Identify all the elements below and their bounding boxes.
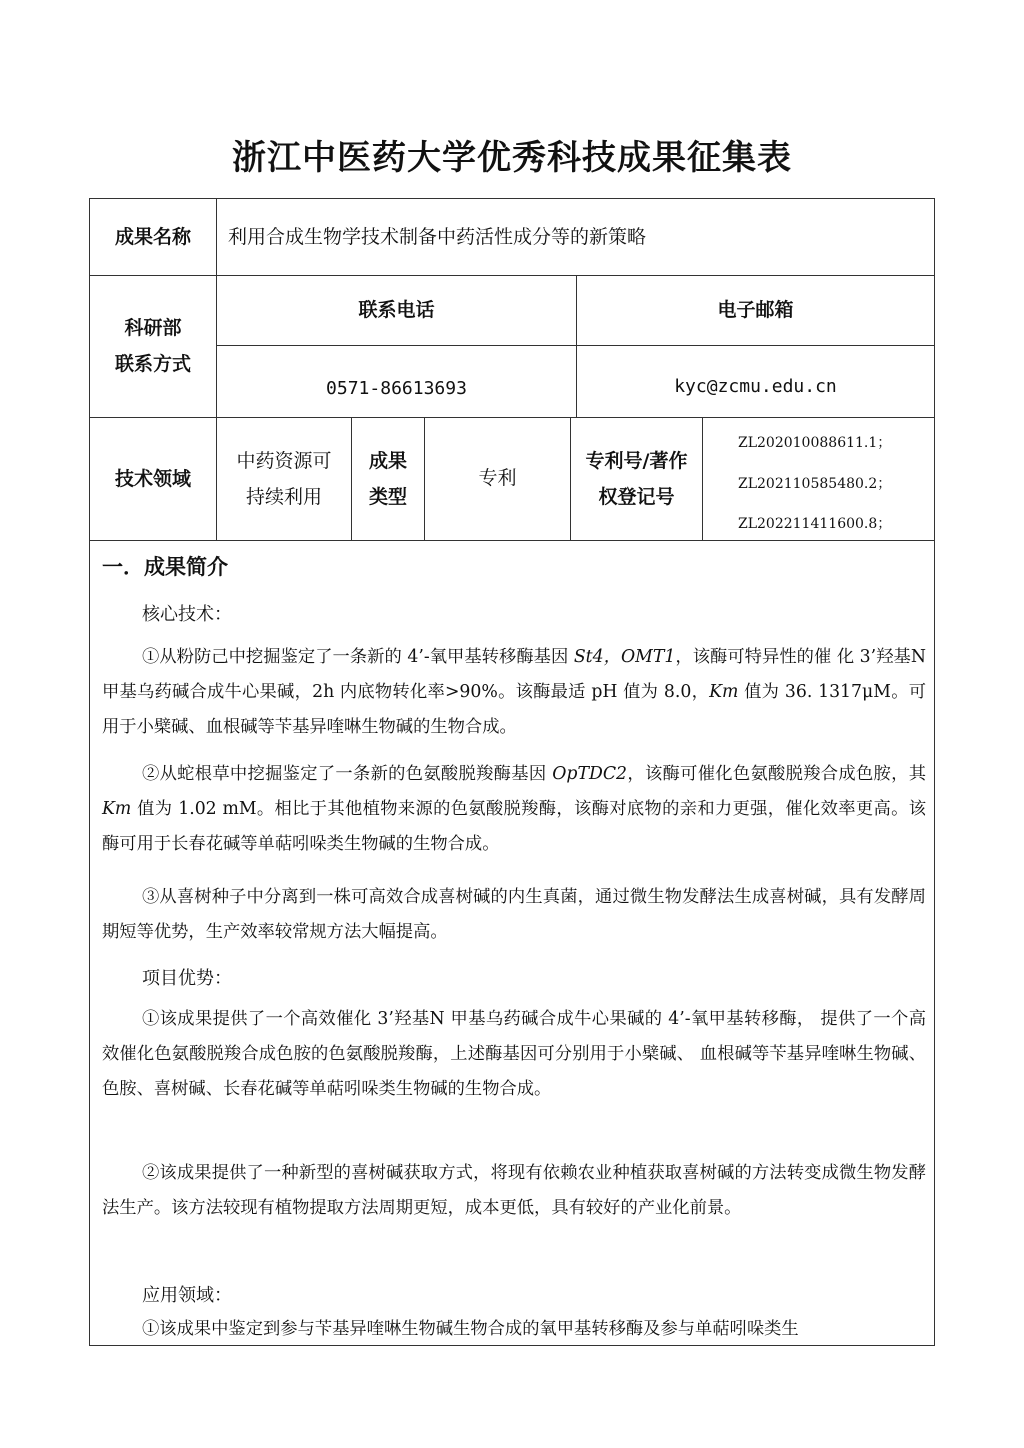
patent-label (571, 417, 702, 540)
patent-label-line1: 专利号/著作 (585, 449, 688, 472)
patent-label-line2: 权登记号 (598, 485, 675, 508)
field-value-line1: 中药资源可 (236, 449, 332, 472)
section-heading: 一．成果简介 (102, 555, 228, 579)
contact-label (90, 275, 216, 417)
application-paragraph-1: ①该成果中鉴定到参与苄基异喹啉生物碱生物合成的氧甲基转移酶及参与单萜吲哚类生 (142, 1319, 799, 1339)
field-value-line2: 持续利用 (245, 485, 322, 508)
advantage-heading: 项目优势： (142, 968, 232, 989)
km-symbol: Km (709, 682, 739, 702)
page-title: 浙江中医药大学优秀科技成果征集表 (232, 138, 792, 178)
email-value: kyc@zcmu.edu.cn (674, 376, 837, 397)
column-divider (702, 417, 703, 541)
type-value: 专利 (478, 466, 517, 489)
type-label (352, 417, 424, 540)
core-tech-heading: 核心技术： (142, 604, 232, 625)
core-paragraph-3: ③从喜树种子中分离到一株可高效合成喜树碱的内生真菌，通过微生物发酵法生成喜树碱，具有发酵周期短等优势，生产效率较常规方法大幅提高。 (102, 887, 926, 942)
name-label: 成果名称 (114, 226, 191, 248)
form-table (89, 198, 935, 1346)
phone-header: 联系电话 (358, 299, 435, 321)
gene-name: St4，OMT1 (573, 647, 676, 667)
contact-label-line2: 联系方式 (114, 353, 191, 375)
advantage-paragraph-1: ①该成果提供了一个高效催化 3’羟基N 甲基乌药碱合成牛心果碱的 4’-氧甲基转移酶， 提供了一个高效催化色氨酸脱羧合成色胺的色氨酸脱羧酶，上述酶基因可分别用于小檗碱、 血根碱等苄基异喹啉生物碱、色胺、喜树碱、长春花碱等单萜吲哚类生物碱的生物合成。 (102, 1009, 926, 1099)
phone-value: 0571-86613693 (326, 378, 467, 399)
core-paragraph-2: ②从蛇根草中挖掘鉴定了一条新的色氨酸脱羧酶基因 OpTDC2，该酶可催化色氨酸脱羧合成色胺，其 Km 值为 1.02 mM。相比于其他植物来源的色氨酸脱羧酶，该酶对底物的亲和力更强，催化效率更高。该酶可用于长春花碱等单萜吲哚类生物碱的生物合成。 (102, 764, 926, 854)
core-paragraph-1: ①从粉防己中挖掘鉴定了一条新的 4’-氧甲基转移酶基因 St4，OMT1，该酶可特异性的催 化 3’羟基N 甲基乌药碱合成牛心果碱，2h 内底物转化率>90%。该酶最适 pH 值为 8.0，Km 值为 36. 1317μM。可用于小檗碱、血根碱等苄基异喹啉生物碱的生物合成。 (102, 647, 926, 737)
type-label-line2: 类型 (368, 485, 407, 508)
email-header: 电子邮箱 (717, 299, 794, 321)
advantage-paragraph-2: ②该成果提供了一种新型的喜树碱获取方式，将现有依赖农业种植获取喜树碱的方法转变成微生物发酵法生产。该方法较现有植物提取方法周期更短，成本更低，具有较好的产业化前景。 (102, 1163, 926, 1218)
field-label: 技术领域 (114, 467, 191, 490)
name-value: 利用合成生物学技术制备中药活性成分等的新策略 (228, 226, 647, 248)
contact-label-line1: 科研部 (124, 317, 182, 339)
application-heading: 应用领域： (142, 1285, 232, 1306)
gene-name: OpTDC2 (552, 764, 628, 784)
patent-number: ZL202110585480.2； (738, 476, 892, 492)
patent-number: ZL202211411600.8； (738, 516, 892, 532)
patent-number: ZL202010088611.1； (738, 435, 892, 451)
km-symbol: Km (102, 799, 132, 819)
type-label-line1: 成果 (368, 449, 407, 472)
field-value (217, 417, 351, 540)
